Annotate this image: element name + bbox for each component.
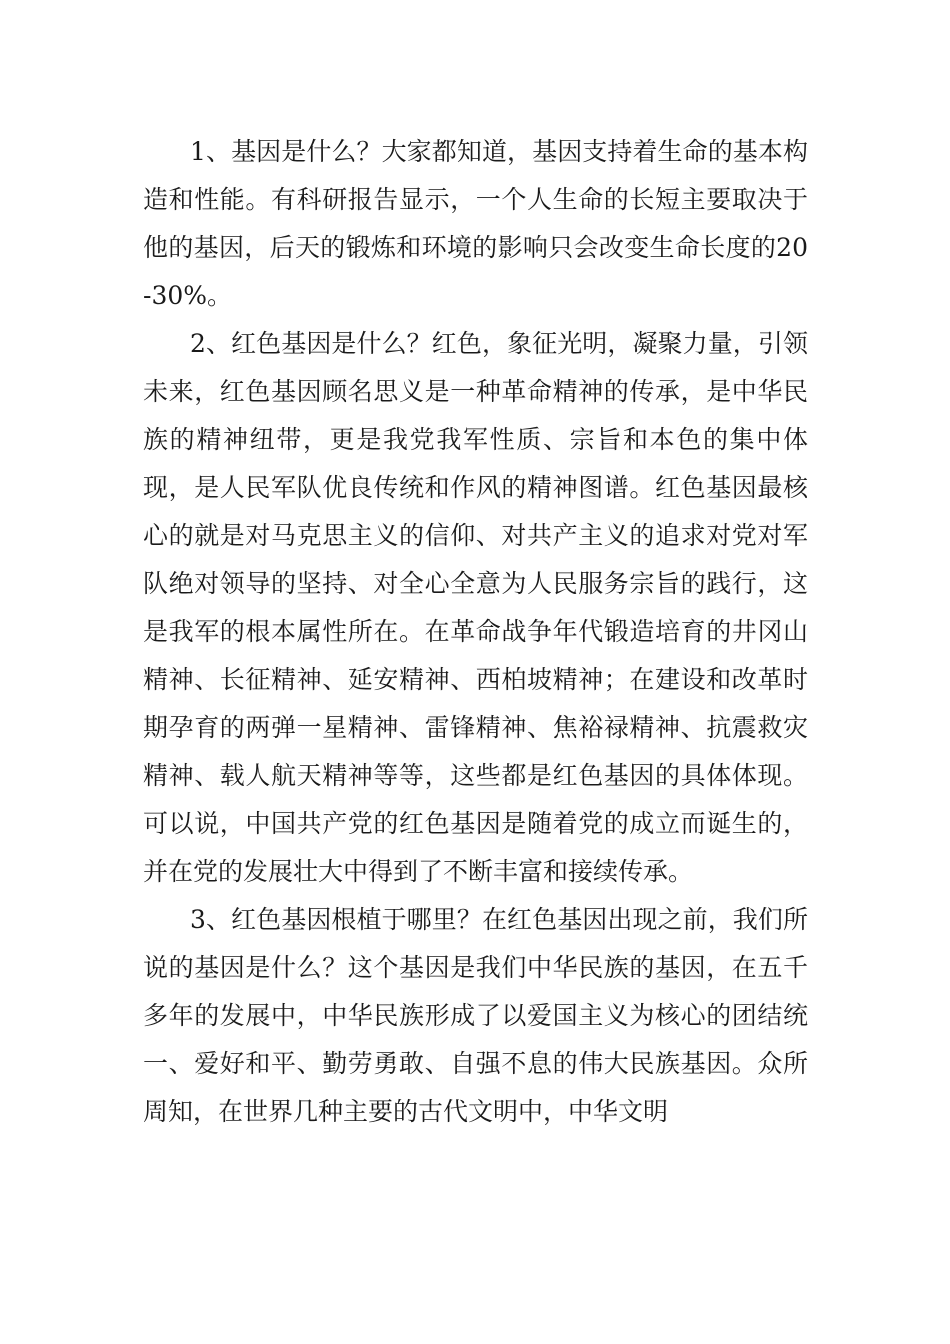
paragraph-3: 3、红色基因根植于哪里？在红色基因出现之前，我们所说的基因是什么？这个基因是我们中华民族的基因，在五千多年的发展中，中华民族形成了以爱国主义为核心的团结统一、爱好和平、勤劳勇敢、自强不息的伟大民族基因。众所周知，在世界几种主要的古代文明中，中华文明 <box>143 905 808 1126</box>
document-body <box>143 128 808 1136</box>
paragraph-1: 1、基因是什么？大家都知道，基因支持着生命的基本构造和性能。有科研报告显示，一个人生命的长短主要取决于他的基因，后天的锻炼和环境的影响只会改变生命长度的20-30%。 <box>143 137 808 310</box>
paragraph-2: 2、红色基因是什么？红色，象征光明，凝聚力量，引领未来，红色基因顾名思义是一种革命精神的传承，是中华民族的精神纽带，更是我党我军性质、宗旨和本色的集中体现，是人民军队优良传统和作风的精神图谱。红色基因最核心的就是对马克思主义的信仰、对共产主义的追求对党对军队绝对领导的坚持、对全心全意为人民服务宗旨的践行，这是我军的根本属性所在。在革命战争年代锻造培育的井冈山精神、长征精神、延安精神、西柏坡精神；在建设和改革时期孕育的两弹一星精神、雷锋精神、焦裕禄精神、抗震救灾精神、载人航天精神等等，这些都是红色基因的具体体现。可以说，中国共产党的红色基因是随着党的成立而诞生的，并在党的发展壮大中得到了不断丰富和接续传承。 <box>143 329 808 886</box>
